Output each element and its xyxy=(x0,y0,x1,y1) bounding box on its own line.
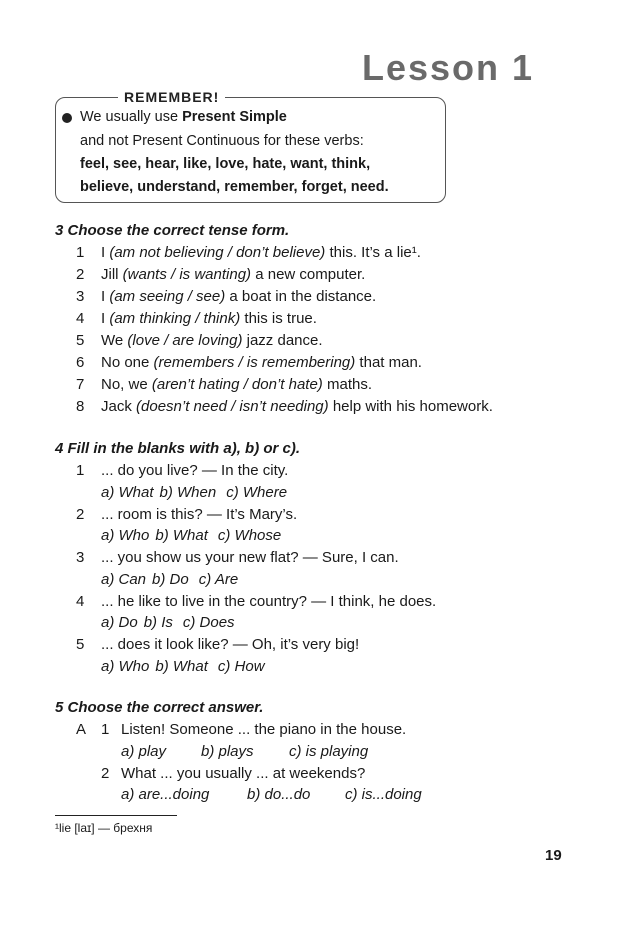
exercise-5-title: 5 Choose the correct answer. xyxy=(55,699,264,716)
exercise-3-item-number: 3 xyxy=(76,288,85,305)
option-c: c) Are xyxy=(198,570,239,588)
remember-label: REMEMBER! xyxy=(118,88,225,106)
remember-line-3: feel, see, hear, like, love, hate, want, think, xyxy=(80,156,371,172)
option-a: a) What xyxy=(101,483,154,501)
footnote: ¹lie [laɪ] — брехня xyxy=(55,821,153,835)
exercise-4-item-number: 1 xyxy=(76,462,85,479)
exercise-3-item xyxy=(101,242,421,264)
item-prefix: Jack xyxy=(101,398,137,415)
lesson-title: Lesson 1 xyxy=(362,47,535,88)
exercise-4-question: ... do you live? — In the city. xyxy=(101,462,289,479)
option-b: b) plays xyxy=(201,742,254,760)
exercise-5-section: A xyxy=(76,721,87,738)
item-suffix: a new computer. xyxy=(251,266,366,283)
exercise-4-options xyxy=(101,525,281,547)
option-c: c) is playing xyxy=(289,742,369,760)
item-prefix: Jill xyxy=(101,266,123,283)
exercise-3-item-number: 2 xyxy=(76,266,85,283)
item-prefix: We xyxy=(101,332,128,349)
exercise-3-item-number: 1 xyxy=(76,244,85,261)
option-c: c) Does xyxy=(182,614,235,631)
remember-line-2: and not Present Continuous for these verbs: xyxy=(80,133,364,149)
option-a: a) play xyxy=(121,742,167,760)
item-prefix: I xyxy=(101,288,110,305)
item-prefix: I xyxy=(101,310,110,327)
option-a: a) Do xyxy=(101,614,138,631)
remember-line-1-text: We usually use xyxy=(80,109,183,125)
item-choices: (wants / is wanting) xyxy=(122,266,252,283)
exercise-4-options xyxy=(101,569,238,591)
item-suffix: jazz dance. xyxy=(242,332,323,349)
item-suffix: this is true. xyxy=(240,310,317,327)
remember-line-1-bold: Present Simple xyxy=(182,109,287,125)
exercise-3-item xyxy=(101,330,323,352)
item-choices: (doesn’t need / isn’t needing) xyxy=(136,398,329,415)
exercise-3-item xyxy=(101,286,376,308)
bullet-icon xyxy=(62,113,72,123)
option-c: c) Where xyxy=(226,483,288,501)
exercise-3-item xyxy=(101,264,365,286)
exercise-4-options xyxy=(101,482,287,504)
option-b: b) What xyxy=(155,527,208,544)
item-suffix: a boat in the distance. xyxy=(225,288,377,305)
option-b: b) do...do xyxy=(247,786,311,803)
item-choices: (love / are loving) xyxy=(127,332,243,349)
option-a: a) Who xyxy=(101,657,150,675)
option-c: c) How xyxy=(217,657,265,675)
exercise-3-item-number: 5 xyxy=(76,332,85,349)
option-b: b) Do xyxy=(152,570,189,588)
exercise-5-question: What ... you usually ... at weekends? xyxy=(121,764,366,782)
remember-line-1 xyxy=(80,107,287,128)
exercise-4-item-number: 3 xyxy=(76,549,85,566)
exercise-3-item-number: 6 xyxy=(76,354,85,371)
exercise-4-question: ... does it look like? — Oh, it’s very big! xyxy=(101,636,360,653)
option-c: c) Whose xyxy=(217,527,282,544)
item-prefix: No, we xyxy=(101,376,152,393)
exercise-5-item-number: 2 xyxy=(101,764,110,782)
exercise-4-item-number: 2 xyxy=(76,505,85,523)
exercise-5-item-number: 1 xyxy=(101,721,110,738)
exercise-3-item-number: 8 xyxy=(76,398,85,415)
exercise-3-item-number: 7 xyxy=(76,376,85,393)
option-b: b) Is xyxy=(143,614,173,631)
option-b: b) What xyxy=(155,657,208,675)
item-suffix: this. It’s a lie¹. xyxy=(325,244,421,261)
exercise-4-options xyxy=(101,612,235,634)
exercise-4-question: ... you show us your new flat? — Sure, I can. xyxy=(101,549,399,566)
remember-line-4: believe, understand, remember, forget, need. xyxy=(80,179,389,195)
item-choices: (am thinking / think) xyxy=(109,310,241,327)
page-number: 19 xyxy=(545,847,562,864)
exercise-5-options xyxy=(121,784,422,806)
exercise-3-item xyxy=(101,352,422,374)
item-choices: (aren’t hating / don’t hate) xyxy=(151,376,323,393)
item-prefix: No one xyxy=(101,354,154,371)
exercise-4-question: ... room is this? — It’s Mary’s. xyxy=(101,505,298,523)
exercise-4-options xyxy=(101,656,265,678)
item-choices: (remembers / is remembering) xyxy=(153,354,356,371)
exercise-4-item-number: 5 xyxy=(76,636,85,653)
item-choices: (am seeing / see) xyxy=(109,288,226,305)
exercise-4-title: 4 Fill in the blanks with a), b) or c). xyxy=(55,440,301,457)
exercise-3-item xyxy=(101,396,493,418)
option-b: b) When xyxy=(159,483,217,501)
item-suffix: maths. xyxy=(322,376,372,393)
exercise-3-item xyxy=(101,308,317,330)
exercise-3-item xyxy=(101,374,372,396)
item-suffix: help with his homework. xyxy=(328,398,493,415)
exercise-3-title: 3 Choose the correct tense form. xyxy=(55,222,290,239)
item-suffix: that man. xyxy=(355,354,422,371)
item-prefix: I xyxy=(101,244,110,261)
option-a: a) Can xyxy=(101,570,147,588)
exercise-4-question: ... he like to live in the country? — I think, he does. xyxy=(101,592,437,610)
option-a: a) are...doing xyxy=(121,786,210,803)
exercise-3-item-number: 4 xyxy=(76,310,85,327)
footnote-rule xyxy=(55,815,177,816)
exercise-4-item-number: 4 xyxy=(76,592,85,610)
option-c: c) is...doing xyxy=(345,786,422,803)
item-choices: (am not believing / don’t believe) xyxy=(109,244,326,261)
exercise-5-question: Listen! Someone ... the piano in the house. xyxy=(121,721,407,738)
exercise-5-options xyxy=(121,741,368,763)
option-a: a) Who xyxy=(101,527,150,544)
